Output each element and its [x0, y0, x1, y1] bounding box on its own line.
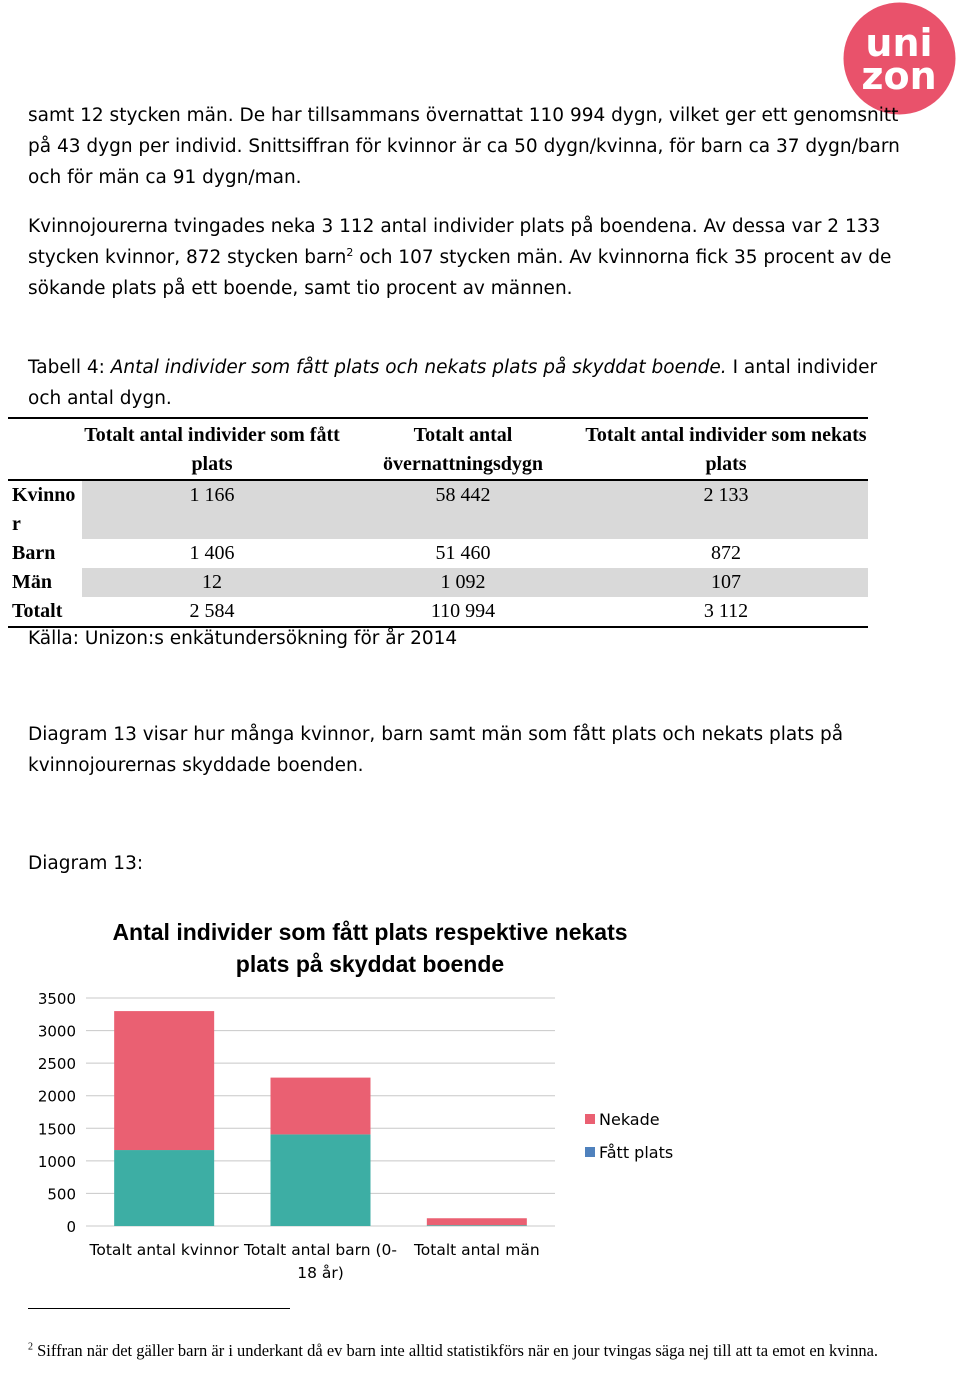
table-cell: 107 [584, 568, 868, 597]
logo-line1: uni [865, 21, 933, 65]
legend-swatch [585, 1114, 595, 1124]
bar-denied [271, 1078, 371, 1135]
table-cell: 2 584 [189, 600, 235, 622]
table-caption-italic: Antal individer som fått plats och nekats plats på skyddat boende. [110, 357, 727, 378]
paragraph-1-text: samt 12 stycken män. De har tillsammans övernattat 110 994 dygn, vilket ger ett genomsnitt på 43 dygn per individ. Snittsiffran för kvinnor är ca 50 dygn/kvinna, för barn ca 37 dygn/barn och för män ca 91 dygn/man. [28, 105, 900, 188]
y-tick-label: 3500 [37, 990, 76, 1008]
y-tick-label: 3000 [37, 1022, 76, 1041]
footnote-ref[interactable]: 2 [346, 245, 354, 259]
y-tick-label: 1000 [37, 1152, 76, 1171]
paragraph-2-part-a: Kvinnojourerna tvingades neka 3 112 antal individer plats på boendena. Av dessa var 2 133 stycken kvinnor, 872 stycken barn [28, 216, 881, 268]
x-tick-label: Totalt antal barn (0- [243, 1241, 398, 1259]
diagram-label-text: Diagram 13: [28, 853, 144, 874]
table-cell: 2 133 [584, 480, 868, 539]
legend-label: Nekade [599, 1110, 660, 1129]
y-tick-label: 1500 [37, 1120, 76, 1139]
bar-placed [427, 1225, 527, 1226]
bar-placed [271, 1134, 371, 1226]
x-tick-label: Totalt antal kvinnor [89, 1241, 239, 1259]
chart-title: Antal individer som fått plats respektive nekats plats på skyddat boende [112, 919, 628, 977]
paragraph-2-part-b: och 107 stycken män. Av kvinnorna fick 35 procent av de sökande plats på ett boende, samt tio procent av männen. [28, 247, 892, 299]
bar-denied [114, 1011, 214, 1150]
table-cell: 1 092 [342, 568, 584, 597]
table-cell: 1 406 [189, 542, 235, 564]
row-label: Totalt [12, 600, 63, 622]
table-cell: 3 112 [703, 600, 749, 622]
table-cell: 12 [82, 568, 342, 597]
table-caption-prefix: Tabell 4: [28, 357, 111, 378]
table-header-nights: Totalt antal övernattningsdygn [382, 424, 544, 475]
table-header-placed: Totalt antal individer som fått plats [84, 424, 340, 475]
bar-denied [427, 1218, 527, 1225]
legend-label: Fått plats [599, 1143, 674, 1162]
y-tick-label: 0 [66, 1218, 76, 1236]
table-header-denied: Totalt antal individer som nekats plats [585, 424, 867, 475]
table-cell: 51 460 [435, 542, 491, 564]
table-source-text: Källa: Unizon:s enkätundersökning för år 2014 [28, 628, 458, 649]
table-cell: 872 [711, 542, 741, 564]
footnote-divider [28, 1308, 290, 1309]
footnote-text: Siffran när det gäller barn är i underkant då ev barn inte alltid statistikförs när en jour tvingas säga nej till att ta emot en kvinna. [33, 1341, 879, 1360]
diagram-intro-text: Diagram 13 visar hur många kvinnor, barn samt män som fått plats och nekats plats på kvinnojourernas skyddade boenden. [28, 724, 844, 776]
row-label: Barn [12, 542, 56, 564]
table-cell: 1 166 [82, 480, 342, 539]
table-caption-suffix: I antal individer och antal dygn. [28, 357, 878, 409]
row-label: Kvinnor [8, 480, 82, 539]
y-tick-label: 2000 [37, 1087, 76, 1106]
table-cell: 58 442 [342, 480, 584, 539]
footnote-number: 2 [28, 1341, 33, 1353]
footnote [28, 1340, 928, 1361]
table-cell: 110 994 [430, 600, 496, 622]
bar-placed [114, 1150, 214, 1226]
x-tick-label: Totalt antal män [413, 1241, 540, 1259]
y-tick-label: 500 [47, 1185, 76, 1204]
row-label: Män [8, 568, 82, 597]
logo-line2: zon [861, 54, 937, 98]
y-tick-label: 2500 [37, 1055, 76, 1074]
x-tick-label: 18 år) [297, 1264, 344, 1282]
legend-swatch [585, 1147, 595, 1157]
